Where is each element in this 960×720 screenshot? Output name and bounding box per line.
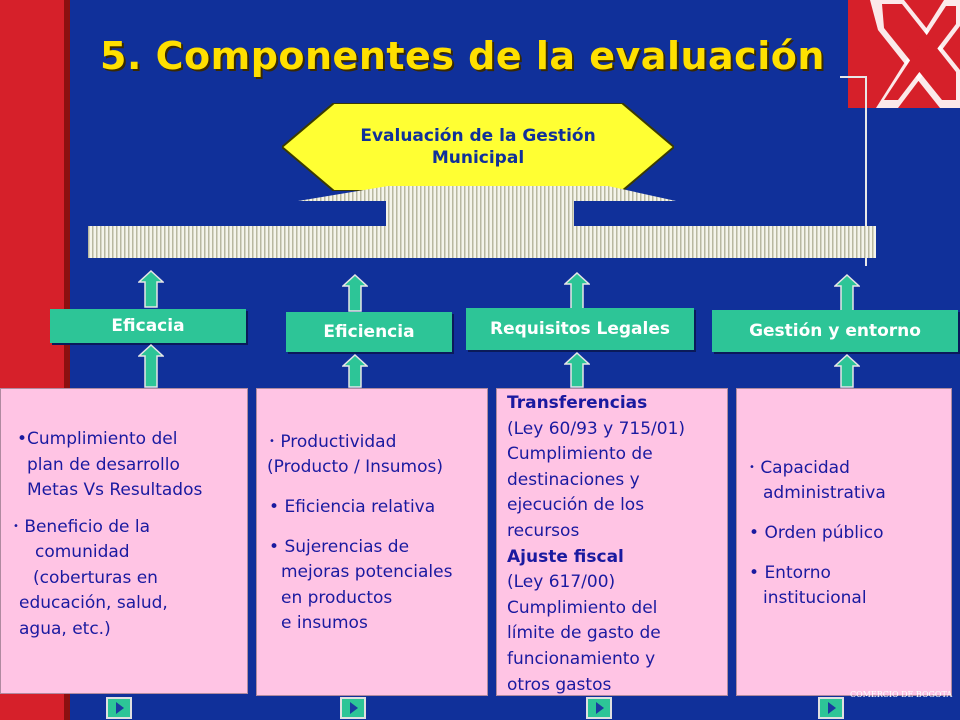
- center-label-line1: Evaluación de la Gestión: [360, 126, 596, 146]
- detail-line: Beneficio de la: [24, 516, 151, 537]
- detail-line: (Ley 617/00): [507, 572, 616, 593]
- detail-line: Cumplimiento de: [507, 444, 653, 465]
- arrow-up-icon: [564, 272, 590, 310]
- detail-line: límite de gasto de: [507, 623, 661, 644]
- detail-line: Capacidad: [760, 457, 850, 478]
- page-title: 5. Componentes de la evaluación: [100, 34, 825, 78]
- component-eficacia-label: Eficacia: [111, 316, 185, 336]
- detail-line: educación, salud,: [19, 593, 168, 614]
- arrow-up-icon: [342, 274, 368, 312]
- detail-line: (Producto / Insumos): [267, 457, 443, 478]
- arrow-up-icon: [564, 352, 590, 388]
- detail-line: •Cumplimiento del: [17, 429, 178, 449]
- play-triangle-icon: [820, 699, 842, 717]
- support-platform: [88, 186, 876, 260]
- nav-button[interactable]: [586, 697, 612, 719]
- detail-line: otros gastos: [507, 674, 612, 695]
- detail-line: Productividad: [280, 431, 397, 452]
- component-eficiencia: [286, 312, 452, 352]
- nav-button[interactable]: [340, 697, 366, 719]
- arrow-up-icon: [138, 270, 164, 308]
- detail-line: en productos: [281, 587, 393, 608]
- detail-line: agua, etc.): [19, 618, 111, 639]
- arrow-up-icon: [138, 344, 164, 388]
- center-label: [282, 103, 674, 191]
- detail-line: administrativa: [763, 483, 886, 504]
- nav-button[interactable]: [106, 697, 132, 719]
- detail-line: mejoras potenciales: [281, 562, 453, 583]
- footer-text: COMERCIO DE BOGOTA: [850, 690, 953, 699]
- component-gestion-entorno: [712, 310, 958, 352]
- detail-line: Orden público: [764, 522, 884, 543]
- center-label-line2: Municipal: [431, 148, 525, 168]
- detail-line: Cumplimiento del: [507, 597, 658, 618]
- detail-heading: Ajuste fiscal: [507, 546, 624, 567]
- bullet-icon: •: [269, 436, 275, 447]
- detail-line: Sujerencias de: [284, 536, 410, 557]
- bullet-icon: •: [13, 520, 19, 532]
- detail-line: recursos: [507, 520, 580, 541]
- component-requisitos-legales-label: Requisitos Legales: [490, 319, 670, 339]
- play-triangle-icon: [588, 699, 610, 717]
- detail-line: institucional: [763, 588, 867, 609]
- arrow-up-icon: [834, 274, 860, 312]
- arrow-up-icon: [834, 354, 860, 388]
- requisitos-legales-details: [496, 388, 728, 696]
- gestion-entorno-details: • Capacidad administrativa • Orden público • Entorno institucional: [736, 388, 952, 696]
- nav-button[interactable]: [818, 697, 844, 719]
- detail-line: plan de desarrollo: [27, 454, 180, 475]
- component-requisitos-legales: [466, 308, 694, 350]
- detail-line: funcionamiento y: [507, 648, 656, 669]
- detail-line: Eficiencia relativa: [284, 496, 436, 517]
- component-eficiencia-label: Eficiencia: [323, 322, 415, 342]
- detail-line: Metas Vs Resultados: [27, 480, 203, 501]
- detail-line: e insumos: [281, 613, 368, 634]
- eficacia-details: [0, 388, 248, 694]
- play-triangle-icon: [108, 699, 130, 717]
- arrow-up-icon: [342, 354, 368, 388]
- detail-line: destinaciones y: [507, 469, 640, 490]
- detail-line: ejecución de los: [507, 495, 645, 516]
- detail-line: Entorno: [764, 562, 831, 583]
- bullet-icon: •: [749, 462, 755, 473]
- detail-heading: Transferencias: [507, 393, 648, 413]
- detail-line: (coberturas en: [33, 567, 158, 588]
- detail-line: comunidad: [35, 542, 130, 563]
- detail-line: (Ley 60/93 y 715/01): [507, 418, 686, 439]
- component-gestion-entorno-label: Gestión y entorno: [749, 321, 921, 341]
- eficiencia-details: • Productividad (Producto / Insumos) • Eficiencia relativa • Sujerencias de mejoras potenciales en productos e insumos: [256, 388, 488, 696]
- component-eficacia: [50, 309, 246, 343]
- play-triangle-icon: [342, 699, 364, 717]
